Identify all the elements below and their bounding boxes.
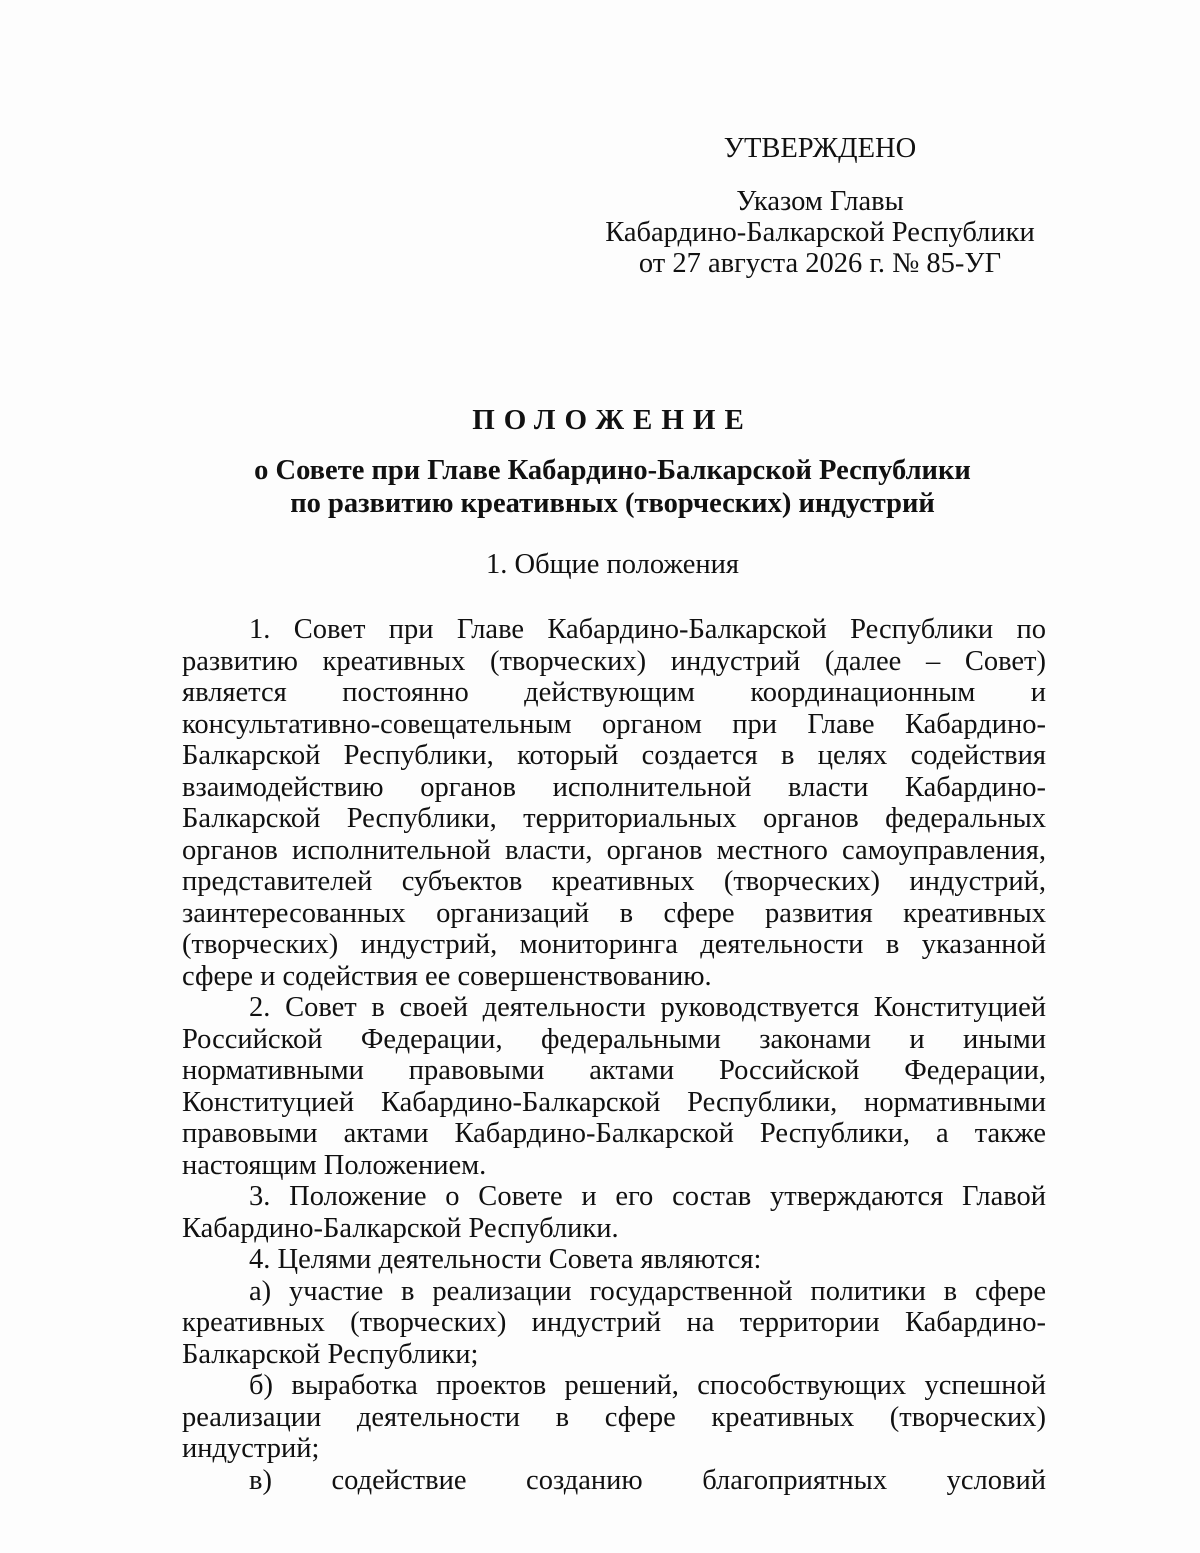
document-subtitle [0, 454, 1200, 520]
approval-decree-line: Указом Главы [736, 186, 904, 217]
document-title: ПОЛОЖЕНИЕ [472, 404, 753, 436]
paragraph-4b: б) выработка проектов решений, способствующих успешной реализации деятельности в сфере креативных (творческих) индустрий; [182, 1370, 1046, 1464]
subtitle-line: по развитию креативных (творческих) индустрий [290, 488, 935, 519]
section-heading: 1. Общие положения [485, 549, 740, 580]
approval-decree [600, 186, 1040, 279]
paragraph-1: 1. Совет при Главе Кабардино-Балкарской Республики по развитию креативных (творческих) индустрий (далее – Совет) является постоянно действующим координационным и консультативно-совещательным органом при Главе Кабардино-Балкарской Республики, который создается в целях содействия взаимодействию органов исполнительной власти Кабардино-Балкарской Республики, территориальных органов федеральных органов исполнительной власти, органов местного самоуправления, представителей субъектов креативных (творческих) индустрий, заинтересованных организаций в сфере развития креативных (творческих) индустрий, мониторинга деятельности в указанной сфере и содействия ее совершенствованию. [182, 614, 1046, 992]
approval-decree-line: Кабардино-Балкарской Республики [605, 217, 1035, 248]
paragraph-4c: в) содействие созданию благоприятных условий [249, 1464, 1046, 1496]
approval-word: УТВЕРЖДЕНО [723, 133, 917, 164]
paragraph-3: 3. Положение о Совете и его состав утверждаются Главой Кабардино-Балкарской Республики. [182, 1181, 1046, 1244]
approval-decree-line: от 27 августа 2026 г. № 85-УГ [638, 248, 1002, 279]
paragraph-4: 4. Целями деятельности Совета являются: [249, 1244, 762, 1275]
subtitle-line: о Совете при Главе Кабардино-Балкарской Республики [254, 455, 971, 486]
document-body [182, 614, 1046, 1496]
paragraph-2: 2. Совет в своей деятельности руководствуется Конституцией Российской Федерации, федеральными законами и иными нормативными правовыми актами Российской Федерации, Конституцией Кабардино-Балкарской Республики, нормативными правовыми актами Кабардино-Балкарской Республики, а также настоящим Положением. [182, 992, 1046, 1181]
paragraph-4a: а) участие в реализации государственной политики в сфере креативных (творческих) индустрий на территории Кабардино-Балкарской Республики; [182, 1275, 1046, 1370]
